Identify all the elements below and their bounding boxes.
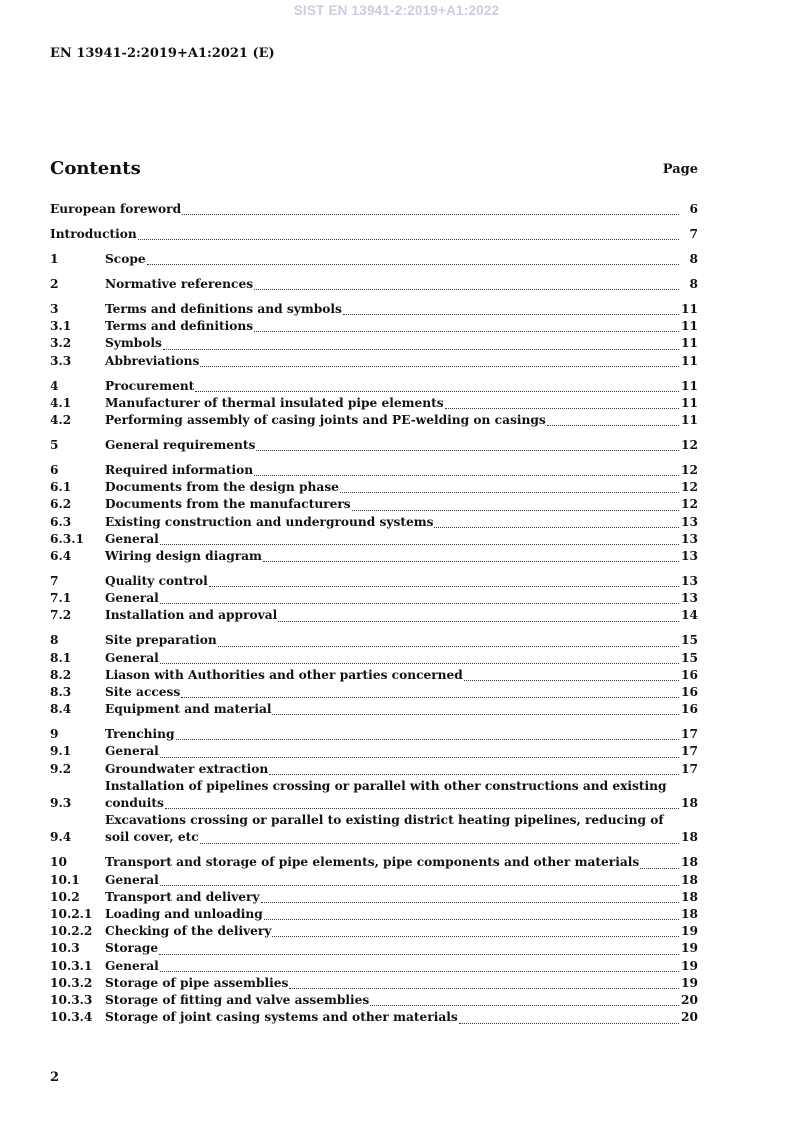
toc-entry-title: Procurement — [105, 378, 195, 393]
toc-entry[interactable] — [50, 650, 698, 667]
toc-entry[interactable] — [50, 276, 698, 293]
watermark: SIST EN 13941-2:2019+A1:2022 — [293, 3, 500, 18]
toc-entry-number: 3.1 — [50, 319, 72, 334]
toc-entry-page: 16 — [681, 702, 698, 717]
toc-entry[interactable] — [50, 590, 698, 607]
toc-entry-page: 11 — [681, 319, 698, 334]
dot-leader — [165, 807, 679, 809]
toc-entry[interactable] — [50, 872, 698, 889]
toc-entry-title: Introduction — [50, 227, 137, 241]
dot-leader — [195, 390, 679, 392]
toc-entry-page: 19 — [681, 941, 698, 956]
toc-entry-number: 9 — [50, 727, 59, 742]
dot-leader — [256, 449, 679, 451]
toc-entry-number: 4.1 — [50, 395, 72, 410]
dot-leader — [218, 645, 679, 647]
toc-entry[interactable] — [50, 992, 698, 1009]
toc-entry-page: 12 — [681, 480, 698, 495]
toc-entry-title: General — [105, 650, 159, 665]
toc-entry-page: 17 — [681, 761, 698, 776]
toc-entry-number: 7.1 — [50, 591, 72, 606]
toc-entry-title-line1: Installation of pipelines crossing or parallel with other constructions and existing — [105, 778, 667, 793]
toc-entry-page: 11 — [681, 378, 698, 393]
toc-entry-title: Installation and approval — [105, 608, 278, 623]
toc-entry[interactable] — [50, 479, 698, 496]
dot-leader — [263, 560, 679, 562]
toc-entry[interactable] — [50, 701, 698, 718]
toc-entry-page: 20 — [681, 1010, 698, 1025]
toc-entry[interactable] — [50, 906, 698, 923]
toc-entry-title: Wiring design diagram — [105, 549, 262, 564]
toc-entry[interactable] — [50, 573, 698, 590]
toc-entry[interactable] — [50, 761, 698, 778]
dot-leader — [147, 263, 679, 265]
toc-entry-page: 15 — [681, 650, 698, 665]
toc-entry[interactable] — [50, 975, 698, 992]
toc-entry-number: 9.4 — [50, 830, 72, 845]
toc-entry-title: General — [105, 872, 159, 887]
toc-entry-page: 19 — [681, 958, 698, 973]
toc-entry[interactable] — [50, 632, 698, 649]
toc-entry-page: 19 — [681, 924, 698, 939]
toc-entry[interactable] — [50, 726, 698, 743]
toc-entry-page: 17 — [681, 744, 698, 759]
dot-leader — [181, 696, 679, 698]
toc-entry-page: 13 — [681, 574, 698, 589]
toc-entry-number: 8.2 — [50, 667, 72, 682]
toc-entry-number: 10 — [50, 855, 67, 870]
toc-entry-page: 19 — [681, 975, 698, 990]
toc-entry-number: 6.2 — [50, 497, 72, 512]
dot-leader — [640, 867, 679, 869]
toc-entry-page: 12 — [681, 438, 698, 453]
toc-entry-title: Site access — [105, 685, 181, 700]
dot-leader — [459, 1022, 679, 1024]
toc-entry-page: 6 — [689, 202, 698, 216]
dot-leader — [163, 348, 679, 350]
dot-leader — [182, 213, 679, 215]
toc-entry-number: 10.3 — [50, 941, 80, 956]
toc-entry-title: Storage of fitting and valve assemblies — [105, 993, 370, 1008]
dot-leader — [160, 662, 679, 664]
toc-entry-number: 9.1 — [50, 744, 72, 759]
toc-entry-number: 4 — [50, 378, 59, 393]
dot-leader — [200, 842, 679, 844]
toc-entry-number: 10.2 — [50, 889, 80, 904]
toc-entry-title: Storage of pipe assemblies — [105, 975, 289, 990]
toc-entry-page: 12 — [681, 463, 698, 478]
toc-entry-page: 11 — [681, 336, 698, 351]
toc-entry-number: 3.2 — [50, 336, 72, 351]
toc-entry-title: Documents from the design phase — [105, 480, 339, 495]
dot-leader — [176, 738, 679, 740]
toc-entry-title: Symbols — [105, 336, 162, 351]
toc-entry-page: 20 — [681, 993, 698, 1008]
toc-entry[interactable] — [50, 812, 698, 846]
toc-entry[interactable] — [50, 251, 698, 268]
toc-entry-title: Manufacturer of thermal insulated pipe elements — [105, 395, 444, 410]
table-of-contents — [50, 201, 698, 1027]
toc-entry-page: 18 — [681, 830, 698, 845]
toc-entry-title: Documents from the manufacturers — [105, 497, 351, 512]
toc-entry-number: 10.3.1 — [50, 958, 93, 973]
dot-leader — [272, 935, 679, 937]
toc-entry-number: 10.2.1 — [50, 907, 93, 922]
toc-entry-title: Terms and definitions — [105, 319, 254, 334]
dot-leader — [160, 884, 679, 886]
toc-entry-title: Existing construction and underground systems — [105, 514, 434, 529]
toc-entry-page: 18 — [681, 907, 698, 922]
toc-entry-title: Trenching — [105, 727, 175, 742]
toc-entry-number: 8.4 — [50, 702, 72, 717]
toc-entry-number: 10.2.2 — [50, 924, 93, 939]
toc-entry-title: Loading and unloading — [105, 907, 263, 922]
toc-entry-title: Quality control — [105, 574, 208, 589]
toc-entry-page: 16 — [681, 667, 698, 682]
dot-leader — [160, 756, 679, 758]
toc-entry-title: Equipment and material — [105, 702, 272, 717]
toc-entry-page: 8 — [689, 252, 698, 266]
toc-entry[interactable] — [50, 923, 698, 940]
toc-entry-title: Liason with Authorities and other parties concerned — [105, 667, 463, 682]
toc-entry-number: 4.2 — [50, 413, 72, 428]
toc-entry[interactable] — [50, 301, 698, 318]
toc-entry-title: Normative references — [105, 277, 254, 291]
toc-entry[interactable] — [50, 684, 698, 701]
toc-entry[interactable] — [50, 462, 698, 479]
dot-leader — [159, 953, 679, 955]
toc-entry-title: General — [105, 744, 159, 759]
toc-entry-number: 5 — [50, 438, 59, 453]
dot-leader — [289, 987, 679, 989]
toc-entry-page: 18 — [681, 855, 698, 870]
toc-entry-number: 6.3.1 — [50, 531, 84, 546]
toc-entry-title: Site preparation — [105, 633, 217, 648]
toc-entry-title: Checking of the delivery — [105, 924, 272, 939]
toc-entry-page: 13 — [681, 549, 698, 564]
dot-leader — [269, 773, 679, 775]
dot-leader — [352, 509, 679, 511]
toc-entry-number: 7 — [50, 574, 59, 589]
toc-entry[interactable] — [50, 778, 698, 812]
toc-entry-number: 9.3 — [50, 796, 72, 811]
toc-entry-number: 6.4 — [50, 549, 72, 564]
toc-entry-title: General requirements — [105, 438, 256, 453]
toc-entry[interactable] — [50, 854, 698, 871]
toc-entry[interactable] — [50, 496, 698, 513]
dot-leader — [160, 543, 679, 545]
dot-leader — [254, 474, 679, 476]
toc-entry[interactable] — [50, 353, 698, 370]
dot-leader — [160, 970, 679, 972]
toc-entry-title: General — [105, 531, 159, 546]
toc-entry-number: 10.3.3 — [50, 993, 93, 1008]
toc-entry-number: 8.3 — [50, 685, 72, 700]
toc-entry-number: 10.3.4 — [50, 1010, 93, 1025]
toc-entry-page: 15 — [681, 633, 698, 648]
toc-entry[interactable] — [50, 395, 698, 412]
toc-entry-page: 8 — [689, 277, 698, 291]
toc-entry-page: 17 — [681, 727, 698, 742]
toc-entry-number: 1 — [50, 252, 59, 266]
toc-entry[interactable] — [50, 531, 698, 548]
toc-entry-page: 13 — [681, 591, 698, 606]
dot-leader — [254, 288, 679, 290]
toc-entry-title: Storage — [105, 941, 159, 956]
dot-leader — [200, 365, 679, 367]
toc-entry-number: 3 — [50, 302, 59, 316]
toc-entry[interactable] — [50, 201, 698, 218]
toc-entry-number: 6 — [50, 463, 59, 478]
dot-leader — [370, 1004, 679, 1006]
toc-entry-page: 18 — [681, 872, 698, 887]
toc-entry-title: General — [105, 591, 159, 606]
toc-entry[interactable] — [50, 378, 698, 395]
toc-entry[interactable] — [50, 412, 698, 429]
dot-leader — [343, 313, 679, 315]
toc-entry[interactable] — [50, 958, 698, 975]
toc-entry-title: Abbreviations — [105, 353, 200, 368]
toc-entry-page: 11 — [681, 302, 698, 316]
toc-entry[interactable] — [50, 667, 698, 684]
page-column-label: Page — [662, 162, 698, 177]
toc-entry-page: 14 — [681, 608, 698, 623]
toc-entry-number: 2 — [50, 277, 59, 291]
toc-entry[interactable] — [50, 335, 698, 352]
dot-leader — [547, 424, 679, 426]
toc-entry[interactable] — [50, 940, 698, 957]
toc-entry-page: 12 — [681, 497, 698, 512]
toc-entry[interactable] — [50, 548, 698, 565]
toc-entry[interactable] — [50, 607, 698, 624]
dot-leader — [209, 585, 679, 587]
toc-entry[interactable] — [50, 318, 698, 335]
toc-entry-page: 11 — [681, 395, 698, 410]
toc-entry-title: soil cover, etc — [105, 830, 199, 845]
toc-entry-title: European foreword — [50, 202, 182, 216]
toc-entry-title: General — [105, 958, 159, 973]
toc-entry-number: 8.1 — [50, 650, 72, 665]
toc-entry-page: 13 — [681, 531, 698, 546]
toc-entry-number: 7.2 — [50, 608, 72, 623]
dot-leader — [261, 901, 679, 903]
toc-entry-page: 18 — [681, 796, 698, 811]
dot-leader — [264, 918, 679, 920]
toc-entry-number: 6.1 — [50, 480, 72, 495]
document-header: EN 13941-2:2019+A1:2021 (E) — [50, 46, 275, 61]
toc-entry-number: 6.3 — [50, 514, 72, 529]
toc-entry-number: 8 — [50, 633, 59, 648]
page-number: 2 — [50, 1070, 60, 1085]
dot-leader — [272, 713, 679, 715]
toc-entry[interactable] — [50, 437, 698, 454]
dot-leader — [278, 620, 679, 622]
toc-entry-number: 10.3.2 — [50, 975, 93, 990]
toc-entry-title: Storage of joint casing systems and other materials — [105, 1010, 458, 1025]
dot-leader — [464, 679, 679, 681]
toc-entry-title: Scope — [105, 252, 146, 266]
toc-entry-page: 18 — [681, 889, 698, 904]
toc-entry-page: 16 — [681, 685, 698, 700]
toc-entry-title: conduits — [105, 796, 164, 811]
toc-entry-number: 10.1 — [50, 872, 80, 887]
toc-entry-number: 9.2 — [50, 761, 72, 776]
toc-entry-title: Terms and definitions and symbols — [105, 302, 342, 316]
toc-entry[interactable] — [50, 1009, 698, 1026]
dot-leader — [445, 407, 679, 409]
toc-entry-page: 7 — [689, 227, 698, 241]
dot-leader — [340, 491, 679, 493]
toc-entry[interactable] — [50, 889, 698, 906]
dot-leader — [434, 526, 679, 528]
toc-entry-page: 13 — [681, 514, 698, 529]
toc-entry-title: Transport and storage of pipe elements, pipe components and other materials — [105, 855, 640, 870]
toc-entry[interactable] — [50, 743, 698, 760]
toc-entry-page: 11 — [681, 353, 698, 368]
dot-leader — [138, 238, 679, 240]
toc-entry[interactable] — [50, 226, 698, 243]
toc-entry-title-line1: Excavations crossing or parallel to existing district heating pipelines, reducing of — [105, 813, 664, 828]
dot-leader — [254, 330, 679, 332]
toc-entry-title: Required information — [105, 463, 254, 478]
toc-entry-title: Performing assembly of casing joints and PE-welding on casings — [105, 413, 546, 428]
toc-entry-page: 11 — [681, 413, 698, 428]
toc-entry-title: Transport and delivery — [105, 889, 260, 904]
toc-entry-title: Groundwater extraction — [105, 761, 269, 776]
toc-entry-number: 3.3 — [50, 353, 72, 368]
dot-leader — [160, 602, 679, 604]
toc-entry[interactable] — [50, 514, 698, 531]
contents-title: Contents — [50, 158, 141, 179]
